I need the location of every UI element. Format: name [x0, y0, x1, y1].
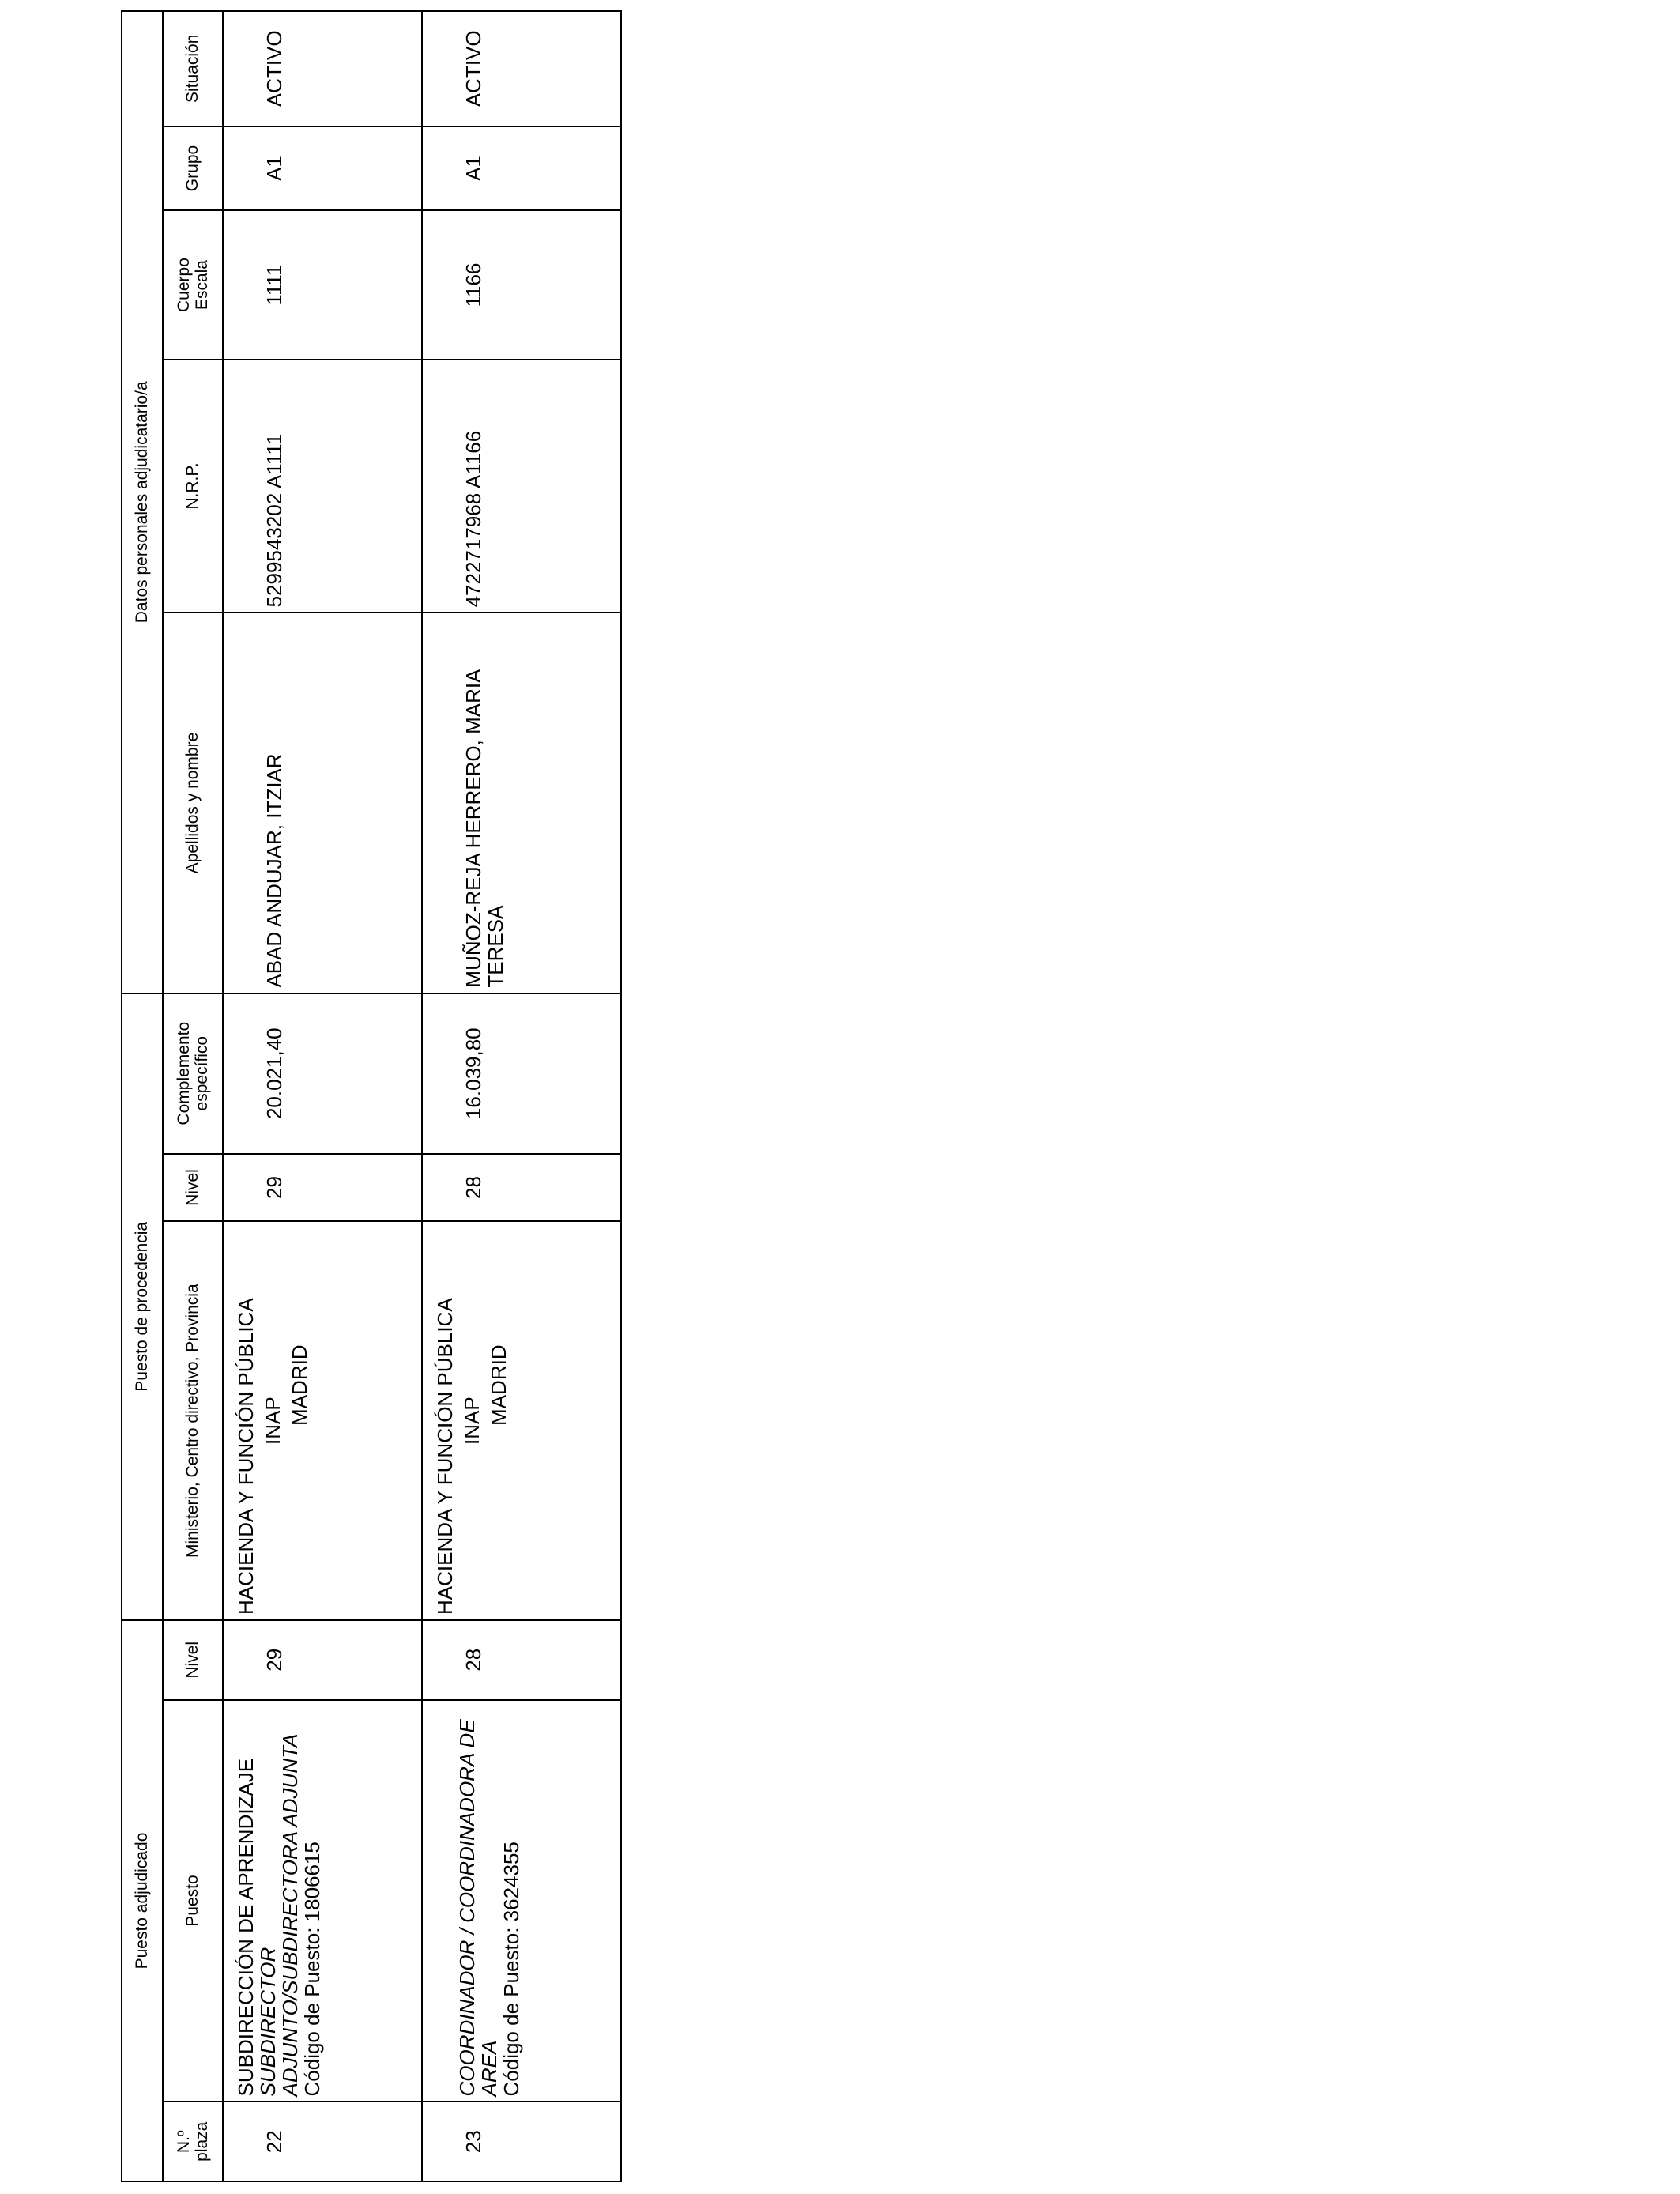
puesto-codigo: Código de Puesto: 1806615: [300, 1842, 325, 2097]
puesto-denominacion: COORDINADOR / COORDINADORA DE AREA: [455, 1719, 502, 2097]
cell-ministerio: [422, 1221, 621, 1620]
header-situacion: Situación: [163, 11, 223, 126]
cell-puesto: [422, 1700, 621, 2102]
cell-complemento: 16.039,80: [422, 993, 621, 1154]
cell-apellidos: ABAD ANDUJAR, ITZIAR: [223, 613, 422, 993]
header-puesto: Puesto: [163, 1700, 223, 2102]
column-header-row: [163, 11, 223, 2181]
cell-grupo: A1: [223, 126, 422, 211]
puesto-unidad: SUBDIRECCIÓN DE APRENDIZAJE: [234, 1758, 258, 2097]
group-puesto-procedencia: Puesto de procedencia: [122, 993, 163, 1620]
header-grupo: Grupo: [163, 126, 223, 211]
cell-plaza: 22: [223, 2102, 422, 2182]
group-datos-personales: Datos personales adjudicatario/a: [122, 11, 163, 993]
cell-nivel: 29: [223, 1620, 422, 1700]
cell-cuerpo: 1111: [223, 210, 422, 359]
cell-puesto: [223, 1700, 422, 2102]
ministerio: HACIENDA Y FUNCIÓN PÚBLICA: [433, 1298, 457, 1615]
rotated-page: [121, 10, 524, 2182]
header-cuerpo: Cuerpo Escala: [163, 210, 223, 359]
adjudication-table: [121, 10, 622, 2182]
ministerio: HACIENDA Y FUNCIÓN PÚBLICA: [234, 1298, 258, 1615]
cell-situacion: ACTIVO: [223, 11, 422, 126]
header-nrp: N.R.P.: [163, 360, 223, 613]
cell-cuerpo: 1166: [422, 210, 621, 359]
group-header-row: [122, 11, 163, 2181]
header-apellidos: Apellidos y nombre: [163, 613, 223, 993]
cell-complemento: 20.021,40: [223, 993, 422, 1154]
cell-situacion: ACTIVO: [422, 11, 621, 126]
puesto-denominacion: SUBDIRECTOR ADJUNTO/SUBDIRECTORA ADJUNTA: [256, 1733, 303, 2097]
centro-directivo: INAP: [261, 1397, 285, 1446]
header-n-plaza: N.º plaza: [163, 2102, 223, 2182]
group-puesto-adjudicado: Puesto adjudicado: [122, 1620, 163, 2181]
provincia: MADRID: [288, 1344, 312, 1426]
cell-nrp: 5299543202 A1111: [223, 360, 422, 613]
provincia: MADRID: [487, 1344, 511, 1426]
table-row: [223, 11, 422, 2181]
header-nivel-adjudicado: Nivel: [163, 1620, 223, 1700]
centro-directivo: INAP: [460, 1397, 484, 1446]
header-complemento: Complemento específico: [163, 993, 223, 1154]
header-nivel-procedencia: Nivel: [163, 1154, 223, 1222]
cell-nivel-procedencia: 28: [422, 1154, 621, 1222]
cell-nrp: 4722717968 A1166: [422, 360, 621, 613]
cell-apellidos: MUÑOZ-REJA HERRERO, MARIA TERESA: [422, 613, 621, 993]
table-row: [422, 11, 621, 2181]
cell-grupo: A1: [422, 126, 621, 211]
cell-nivel: 28: [422, 1620, 621, 1700]
cell-ministerio: [223, 1221, 422, 1620]
header-ministerio: Ministerio, Centro directivo, Provincia: [163, 1221, 223, 1620]
puesto-codigo: Código de Puesto: 3624355: [499, 1842, 524, 2097]
cell-nivel-procedencia: 29: [223, 1154, 422, 1222]
cell-plaza: 23: [422, 2102, 621, 2182]
